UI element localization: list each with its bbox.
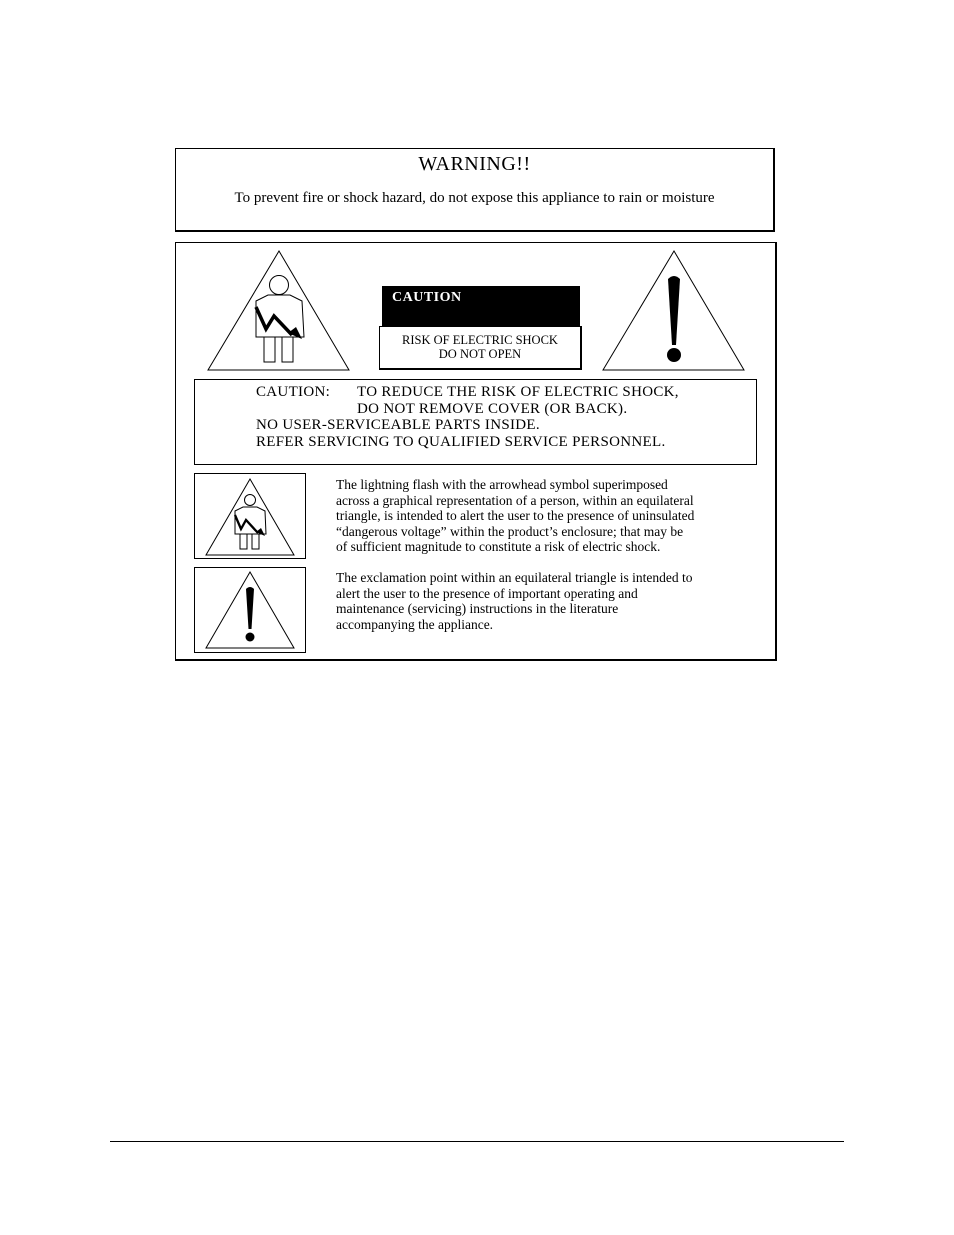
footer-divider: [110, 1141, 844, 1142]
electric-shock-person-icon: [206, 249, 352, 373]
exclamation-triangle-icon: [601, 249, 747, 373]
lightning-description: [336, 477, 756, 555]
instruction-line-1: TO REDUCE THE RISK OF ELECTRIC SHOCK,: [357, 384, 679, 400]
electric-shock-person-icon: [204, 478, 296, 556]
warning-text: To prevent fire or shock hazard, do not expose this appliance to rain or moisture: [234, 190, 715, 206]
exclamation-description-line: accompanying the appliance.: [336, 616, 494, 632]
exclamation-description-line: The exclamation point within an equilateral triangle is intended to: [336, 570, 693, 585]
lightning-description-line: triangle, is intended to alert the user to the presence of uninsulated: [336, 508, 695, 524]
exclamation-triangle-icon: [204, 571, 296, 649]
lightning-description-line: of sufficient magnitude to constitute a risk of electric shock.: [336, 539, 661, 555]
instruction-line-3: NO USER-SERVICEABLE PARTS INSIDE.: [256, 417, 540, 433]
lightning-description-line: The lightning flash with the arrowhead symbol superimposed: [336, 477, 668, 492]
caution-label-line2: DO NOT OPEN: [438, 347, 522, 361]
exclamation-description-line: maintenance (servicing) instructions in the literature: [336, 601, 619, 617]
caution-label-body: [379, 326, 582, 370]
caution-label-line1: RISK OF ELECTRIC SHOCK: [402, 333, 558, 347]
lightning-description-line: across a graphical representation of a person, within an equilateral: [336, 492, 694, 508]
warning-title: WARNING!!: [418, 153, 531, 175]
instruction-line-2: DO NOT REMOVE COVER (OR BACK).: [357, 401, 628, 417]
caution-prefix: CAUTION:: [256, 384, 331, 400]
warning-box: [175, 148, 775, 232]
exclamation-description: [336, 570, 756, 632]
instruction-line-4: REFER SERVICING TO QUALIFIED SERVICE PERSONNEL.: [256, 434, 666, 450]
caution-label-heading: CAUTION: [392, 290, 462, 305]
exclamation-description-line: alert the user to the presence of important operating and: [336, 585, 638, 601]
lightning-description-line: “dangerous voltage” within the product’s enclosure; that may be: [336, 523, 684, 539]
